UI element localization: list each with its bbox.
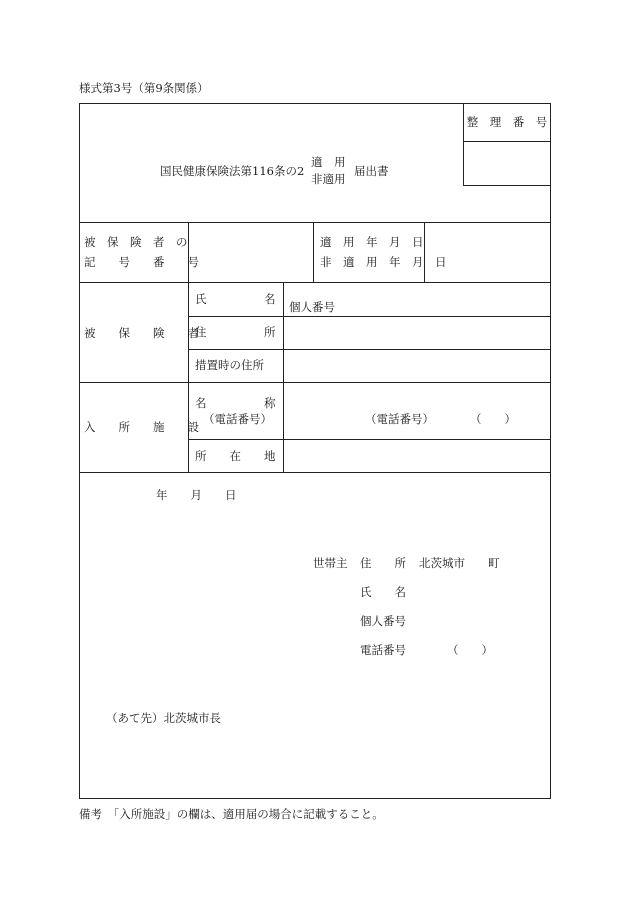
address-field[interactable] (284, 317, 550, 349)
setainushi-label: 世帯主 (313, 556, 348, 570)
hihokensha-kigo-label-2: 記 号 番 号 (84, 255, 199, 269)
seiri-divider (463, 141, 551, 142)
facility-location-field[interactable] (284, 440, 550, 472)
facility-phone-sublabel: （電話番号） (203, 412, 272, 426)
address-label: 住 所 (195, 325, 276, 339)
form-label: 様式第3号（第9条関係） (79, 81, 209, 95)
facility-name-field[interactable] (284, 383, 550, 439)
tekiyo-date-label: 適 用 年 月 日 (320, 235, 424, 249)
facility-phone-label: （電話番号） (365, 412, 434, 426)
seiri-bottom (463, 185, 551, 186)
title-hitekiyo: 非適用 (311, 172, 346, 186)
tekiyo-date-field[interactable] (425, 223, 550, 282)
hihokensha-kigo-field[interactable] (189, 223, 313, 282)
note: 備考 「入所施設」の欄は、適用届の場合に記載すること。 (79, 807, 384, 821)
facility-bottom-line (79, 472, 551, 473)
setainushi-name-label: 氏 名 (360, 585, 406, 599)
seiri-bango-label: 整 理 番 号 (466, 115, 548, 129)
setainushi-address-value: 北茨城市 町 (419, 556, 500, 570)
facility-location-label: 所 在 地 (195, 449, 276, 463)
setainushi-phone-label: 電話番号 (360, 643, 406, 657)
submission-date: 年 月 日 (156, 488, 237, 502)
seiri-left-line (463, 103, 464, 186)
setainushi-address-label: 住 所 (360, 556, 406, 570)
setainushi-phone-parens: （ ） (447, 643, 493, 657)
sochi-address-field[interactable] (284, 350, 550, 382)
kojin-bango-label: 個人番号 (289, 300, 335, 314)
name-field[interactable] (284, 283, 550, 316)
title-prefix: 国民健康保険法第116条の2 (160, 164, 305, 178)
kigo-value-right-line (313, 222, 314, 283)
hihokensha-label: 被 保 険 者 (84, 326, 199, 340)
name-label: 氏 名 (195, 292, 276, 306)
title-tekiyo: 適 用 (311, 155, 346, 169)
setainushi-kojin-bango-label: 個人番号 (360, 614, 406, 628)
hitekiyo-date-label: 非 適 用 年 月 日 (320, 255, 447, 269)
facility-name-label: 名 称 (195, 396, 276, 410)
facility-phone-parens: （ ） (470, 412, 516, 426)
sochi-address-label: 措置時の住所 (195, 358, 264, 372)
hihokensha-kigo-label-1: 被 保 険 者 の (84, 235, 188, 249)
title-suffix: 届出書 (354, 164, 389, 178)
addressee: （あて先）北茨城市長 (106, 711, 221, 725)
facility-label: 入 所 施 設 (84, 420, 199, 434)
